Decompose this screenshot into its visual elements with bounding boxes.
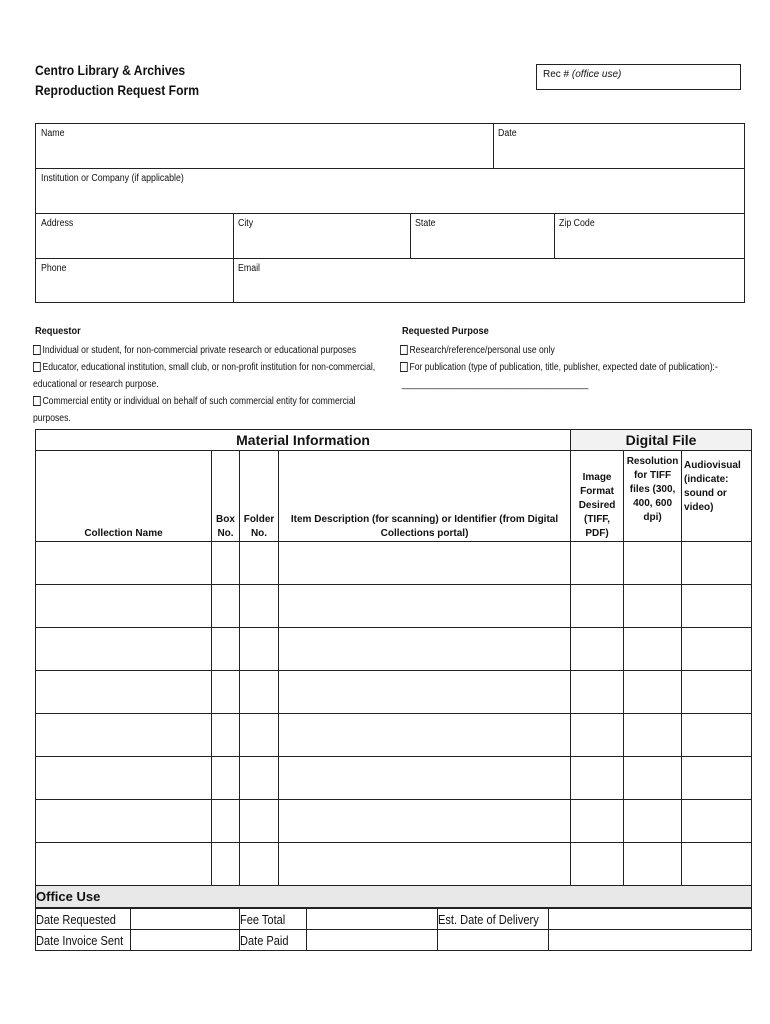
form-title-line1: Centro Library & Archives [35,63,186,78]
image-format-cell[interactable] [571,585,624,628]
grid-divider [233,213,234,303]
audiovisual-cell[interactable] [682,714,752,757]
box-no-cell[interactable] [212,671,240,714]
item-description-cell[interactable] [279,585,571,628]
requestor-option-label: Individual or student, for non-commercial private research or educational purposes [42,345,357,356]
checkbox-icon[interactable] [33,345,41,355]
box-no-cell[interactable] [212,800,240,843]
fee-total-field[interactable] [307,909,438,930]
grid-divider [493,124,494,168]
box-no-cell[interactable] [212,585,240,628]
date-field-label: Date [498,128,517,139]
collection-name-cell[interactable] [36,800,212,843]
grid-divider [36,168,744,169]
image-format-cell[interactable] [571,671,624,714]
state-field-label: State [415,218,436,229]
email-field-label: Email [238,263,261,274]
resolution-cell[interactable] [624,585,682,628]
folder-no-cell[interactable] [240,800,279,843]
rec-note-text: (office use) [571,69,622,80]
image-format-cell[interactable] [571,542,624,585]
office-use-heading: Office Use [36,886,752,908]
requestor-option-label: Educator, educational institution, small club, or non-profit institution for non-commercial, educational or research purpose. [33,362,376,390]
purpose-options [400,342,744,393]
box-no-cell[interactable] [212,843,240,886]
requestor-options [33,342,381,427]
col-image-format: Image Format Desired (TIFF, PDF) [571,451,624,542]
date-paid-field[interactable] [307,930,438,951]
est-delivery-text: Est. Date of Delivery [438,911,539,927]
audiovisual-cell[interactable] [682,671,752,714]
item-description-cell[interactable] [279,843,571,886]
date-invoice-field[interactable] [131,930,240,951]
item-description-cell[interactable] [279,800,571,843]
rec-number-label [543,69,621,80]
audiovisual-cell[interactable] [682,800,752,843]
office-blank-cell[interactable] [438,930,549,951]
date-requested-label [36,909,131,930]
resolution-cell[interactable] [624,628,682,671]
fee-total-text: Fee Total [240,911,286,927]
date-invoice-label [36,930,131,951]
est-delivery-label [438,909,549,930]
collection-name-cell[interactable] [36,671,212,714]
material-row [36,714,752,757]
purpose-option-label: For publication (type of publication, title, publisher, expected date of publication):- [409,362,718,373]
image-format-cell[interactable] [571,800,624,843]
collection-name-cell[interactable] [36,843,212,886]
collection-name-cell[interactable] [36,628,212,671]
grid-divider [554,213,555,258]
date-paid-label [240,930,307,951]
image-format-cell[interactable] [571,843,624,886]
requestor-heading: Requestor [35,325,81,337]
audiovisual-cell[interactable] [682,843,752,886]
folder-no-cell[interactable] [240,757,279,800]
box-no-cell[interactable] [212,757,240,800]
material-row [36,542,752,585]
image-format-cell[interactable] [571,628,624,671]
item-description-cell[interactable] [279,671,571,714]
item-description-cell[interactable] [279,757,571,800]
rec-number-field[interactable] [536,64,741,90]
item-description-cell[interactable] [279,542,571,585]
collection-name-cell[interactable] [36,585,212,628]
grid-divider [36,213,744,214]
date-requested-text: Date Requested [36,911,116,927]
col-box-no: Box No. [212,451,240,542]
box-no-cell[interactable] [212,714,240,757]
resolution-cell[interactable] [624,757,682,800]
est-delivery-field[interactable] [549,909,752,930]
item-description-cell[interactable] [279,714,571,757]
folder-no-cell[interactable] [240,542,279,585]
folder-no-cell[interactable] [240,714,279,757]
requestor-option-individual[interactable] [33,342,381,359]
box-no-cell[interactable] [212,542,240,585]
material-row [36,757,752,800]
grid-divider [36,258,744,259]
grid-divider [410,213,411,258]
material-row [36,671,752,714]
purpose-option-research[interactable] [400,342,744,359]
date-requested-field[interactable] [131,909,240,930]
checkbox-icon[interactable] [33,362,41,372]
col-folder-no: Folder No. [240,451,279,542]
publication-details-line[interactable]: _______________________________________ [401,379,589,390]
material-row [36,800,752,843]
purpose-option-label: Research/reference/personal use only [409,345,555,356]
material-row [36,628,752,671]
checkbox-icon[interactable] [400,362,408,372]
material-table [35,429,752,908]
col-collection-name: Collection Name [36,451,212,542]
zip-field-label: Zip Code [559,218,595,229]
audiovisual-cell[interactable] [682,585,752,628]
checkbox-icon[interactable] [33,396,41,406]
name-field-label: Name [41,128,65,139]
folder-no-cell[interactable] [240,628,279,671]
box-no-cell[interactable] [212,628,240,671]
requestor-option-commercial[interactable] [33,393,381,427]
office-use-table [35,908,752,951]
institution-field-label: Institution or Company (if applicable) [41,173,184,184]
folder-no-cell[interactable] [240,843,279,886]
city-field-label: City [238,218,254,229]
date-paid-text: Date Paid [240,932,289,948]
collection-name-cell[interactable] [36,714,212,757]
phone-field-label: Phone [41,263,67,274]
image-format-cell[interactable] [571,757,624,800]
resolution-cell[interactable] [624,800,682,843]
purpose-option-publication[interactable] [400,359,744,376]
material-row [36,585,752,628]
rec-label-text: Rec # [543,69,570,80]
form-title [35,61,199,101]
checkbox-icon[interactable] [400,345,408,355]
digital-file-heading: Digital File [571,430,752,451]
folder-no-cell[interactable] [240,585,279,628]
address-field-label: Address [41,218,74,229]
office-blank-cell[interactable] [549,930,752,951]
image-format-cell[interactable] [571,714,624,757]
resolution-cell[interactable] [624,714,682,757]
audiovisual-cell[interactable] [682,628,752,671]
resolution-cell[interactable] [624,671,682,714]
audiovisual-cell[interactable] [682,757,752,800]
item-description-cell[interactable] [279,628,571,671]
folder-no-cell[interactable] [240,671,279,714]
fee-total-label [240,909,307,930]
col-resolution: Resolution for TIFF files (300, 400, 600 dpi) [624,451,682,542]
resolution-cell[interactable] [624,843,682,886]
collection-name-cell[interactable] [36,542,212,585]
contact-info-grid [35,123,745,303]
material-info-heading: Material Information [36,430,571,451]
material-row [36,843,752,886]
form-title-line2: Reproduction Request Form [35,83,200,98]
resolution-cell[interactable] [624,542,682,585]
requestor-option-label: Commercial entity or individual on behalf of such commercial entity for commercial purposes. [33,396,356,424]
collection-name-cell[interactable] [36,757,212,800]
audiovisual-cell[interactable] [682,542,752,585]
col-item-description: Item Description (for scanning) or Identifier (from Digital Collections portal) [279,451,571,542]
requestor-option-educator[interactable] [33,359,381,393]
date-invoice-text: Date Invoice Sent [36,932,124,948]
purpose-heading: Requested Purpose [402,325,489,337]
col-audiovisual: Audiovisual (indicate: sound or video) [682,451,752,542]
